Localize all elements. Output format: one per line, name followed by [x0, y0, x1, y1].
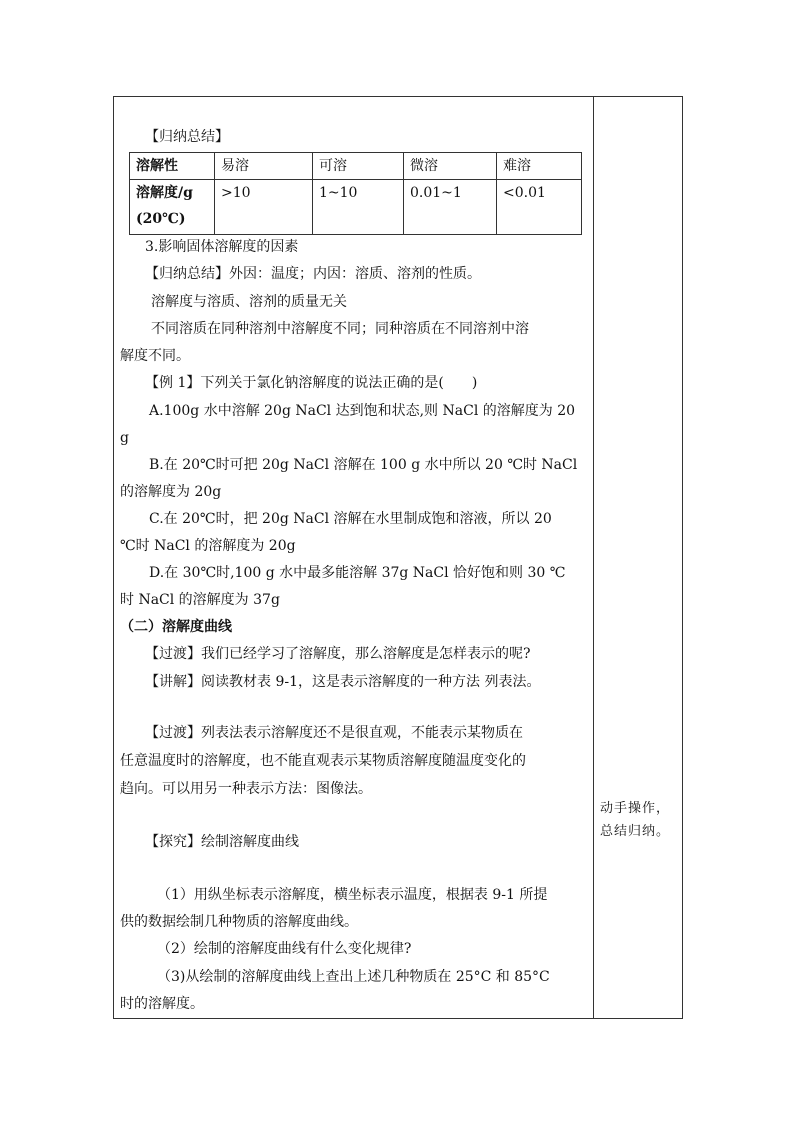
- option-d-line2: 时 NaCl 的溶解度为 37g: [120, 592, 280, 608]
- step1-line1: （1）用纵坐标表示溶解度，横坐标表示温度，根据表 9-1 所提: [157, 887, 548, 903]
- row-label-line1: 溶解度/g: [136, 185, 193, 201]
- table-header-cell: 溶解性: [130, 153, 215, 180]
- section2-title: （二）溶解度曲线: [120, 619, 232, 635]
- side-note-line1: 动手操作，: [600, 801, 671, 816]
- option-a-line2: g: [120, 430, 129, 446]
- summary-heading: 【归纳总结】: [145, 129, 229, 145]
- option-b-line2: 的溶解度为 20g: [120, 484, 222, 500]
- table-cell: 0.01~1: [404, 180, 497, 235]
- row-label-line2: (20℃): [136, 211, 186, 227]
- step1-line2: 供的数据绘制几种物质的溶解度曲线。: [120, 914, 358, 930]
- step3-line1: （3)从绘制的溶解度曲线上查出上述几种物质在 25°C 和 85°C: [157, 969, 550, 985]
- table-header-cell: 难溶: [497, 153, 582, 180]
- column-divider: [593, 96, 594, 1019]
- step2: （2）绘制的溶解度曲线有什么变化规律?: [157, 941, 412, 957]
- transition2-line2: 任意温度时的溶解度，也不能直观表示某物质溶解度随温度变化的: [120, 753, 526, 769]
- option-d-line1: D.在 30℃时,100 g 水中最多能溶解 37g NaCl 恰好饱和则 30 ℃: [149, 565, 566, 581]
- transition2-line1: 【过渡】列表法表示溶解度还不是很直观，不能表示某物质在: [145, 725, 523, 741]
- table-header-cell: 微溶: [404, 153, 497, 180]
- table-cell: <0.01: [497, 180, 582, 235]
- lecture: 【讲解】阅读教材表 9-1，这是表示溶解度的一种方法 列表法。: [145, 674, 541, 690]
- section3-title: 3.影响固体溶解度的因素: [145, 239, 299, 255]
- table-header-cell: 可溶: [313, 153, 404, 180]
- explore-heading: 【探究】绘制溶解度曲线: [145, 834, 299, 850]
- transition2-line3: 趋向。可以用另一种表示方法：图像法。: [120, 781, 372, 797]
- option-b-line1: B.在 20℃时可把 20g NaCl 溶解在 100 g 水中所以 20 ℃时 NaCl: [149, 457, 578, 473]
- transition1: 【过渡】我们已经学习了溶解度，那么溶解度是怎样表示的呢?: [145, 646, 531, 662]
- fact1: 溶解度与溶质、溶剂的质量无关: [151, 294, 347, 310]
- table-cell: >10: [215, 180, 313, 235]
- option-c-line2: ℃时 NaCl 的溶解度为 20g: [120, 538, 296, 554]
- option-c-line1: C.在 20℃时，把 20g NaCl 溶解在水里制成饱和溶液，所以 20: [149, 511, 552, 527]
- option-a-line1: A.100g 水中溶解 20g NaCl 达到饱和状态,则 NaCl 的溶解度为 20: [149, 403, 576, 419]
- fact2-line2: 解度不同。: [120, 348, 190, 364]
- table-cell: 1~10: [313, 180, 404, 235]
- table-row-label: [130, 180, 215, 235]
- example-question: 【例 1】下列关于氯化钠溶解度的说法正确的是( ): [145, 375, 478, 391]
- summary2: 【归纳总结】外因：温度；内因：溶质、溶剂的性质。: [145, 266, 481, 282]
- solubility-table: [129, 152, 582, 235]
- fact2-line1: 不同溶质在同种溶剂中溶解度不同；同种溶质在不同溶剂中溶: [151, 321, 529, 337]
- step3-line2: 时的溶解度。: [120, 996, 204, 1012]
- side-note-line2: 总结归纳。: [600, 824, 671, 839]
- table-header-cell: 易溶: [215, 153, 313, 180]
